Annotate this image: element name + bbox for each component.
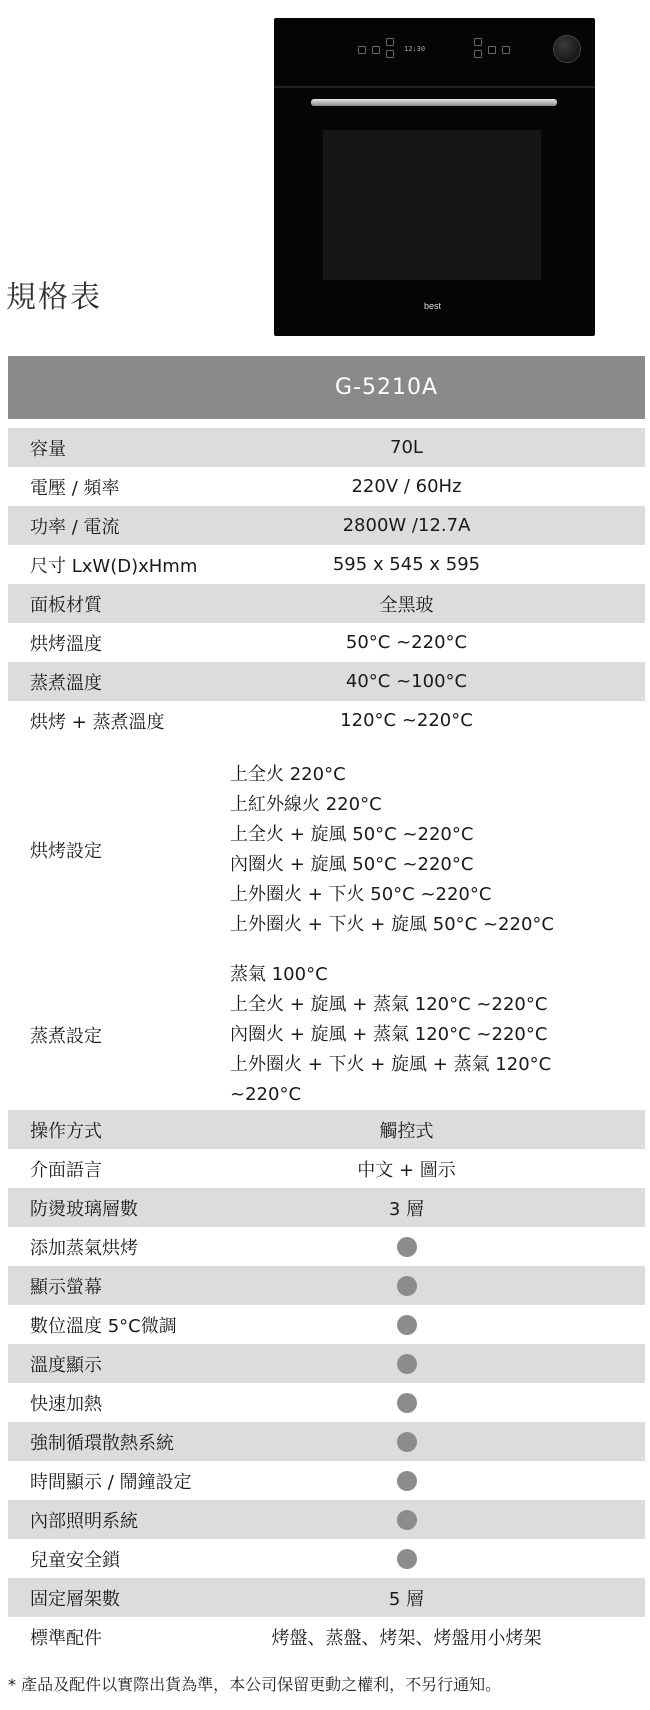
spec-row <box>8 584 645 623</box>
spec-value: 40°C ~100°C <box>345 671 468 692</box>
spec-value: 3 層 <box>388 1198 425 1220</box>
feature-dot <box>218 1470 645 1491</box>
bake-setting-line: 上外圈火 + 下火 + 旋風 50°C ~220°C <box>230 914 554 935</box>
bake-settings-row <box>8 740 645 960</box>
spec-value: 全黑玻 <box>379 594 434 616</box>
bake-settings-values <box>218 760 645 940</box>
bake-setting-line: 上全火 220°C <box>230 764 346 785</box>
spec-row <box>8 1110 645 1149</box>
included-dot-icon <box>397 1432 417 1452</box>
spec-label: 兒童安全鎖 <box>30 1549 120 1571</box>
bake-setting-line: 內圈火 + 旋風 50°C ~220°C <box>230 854 474 875</box>
feature-dot <box>218 1431 645 1452</box>
spec-label: 溫度顯示 <box>30 1354 102 1376</box>
spec-row <box>8 1422 645 1461</box>
steam-setting-line: 上外圈火 + 下火 + 旋風 + 蒸氣 120°C ~220°C <box>230 1054 552 1105</box>
oven-product-image <box>274 18 595 336</box>
steam-setting-line: 內圈火 + 旋風 + 蒸氣 120°C ~220°C <box>230 1024 548 1045</box>
spec-row <box>8 1188 645 1227</box>
oven-knob <box>553 35 581 63</box>
steam-settings-label: 蒸煮設定 <box>30 1026 102 1047</box>
spec-label: 蒸煮溫度 <box>30 672 102 694</box>
spec-row <box>8 623 645 662</box>
steam-setting-line: 上全火 + 旋風 + 蒸氣 120°C ~220°C <box>230 994 548 1015</box>
spec-row <box>8 1500 645 1539</box>
oven-window <box>323 130 541 280</box>
spec-label: 快速加熱 <box>30 1393 102 1415</box>
spec-value: 中文 + 圖示 <box>357 1159 456 1181</box>
spec-label: 固定層架數 <box>30 1588 120 1610</box>
spec-label: 數位溫度 5°C微調 <box>30 1315 177 1337</box>
spec-row <box>8 1461 645 1500</box>
spec-value: 2800W /12.7A <box>342 515 471 536</box>
spec-label: 操作方式 <box>30 1120 102 1142</box>
bake-setting-line: 上外圈火 + 下火 50°C ~220°C <box>230 884 492 905</box>
bake-setting-line: 上全火 + 旋風 50°C ~220°C <box>230 824 474 845</box>
spec-label: 添加蒸氣烘烤 <box>30 1237 138 1259</box>
spec-row <box>8 1617 645 1656</box>
spec-row <box>8 1149 645 1188</box>
spec-label: 烘烤 + 蒸煮溫度 <box>30 711 165 733</box>
feature-dot <box>218 1236 645 1257</box>
feature-dot <box>218 1509 645 1530</box>
oven-control-panel <box>274 18 595 88</box>
spec-row <box>8 662 645 701</box>
spec-row <box>8 428 645 467</box>
feature-dot <box>218 1353 645 1374</box>
spec-label: 容量 <box>30 438 66 460</box>
spec-label: 介面語言 <box>30 1159 102 1181</box>
spec-label: 顯示螢幕 <box>30 1276 102 1298</box>
spec-row <box>8 1266 645 1305</box>
footnote: * 產品及配件以實際出貨為準，本公司保留更動之權利，不另行通知。 <box>8 1675 502 1694</box>
spec-label: 時間顯示 / 鬧鐘設定 <box>30 1471 192 1493</box>
included-dot-icon <box>397 1549 417 1569</box>
spec-row <box>8 506 645 545</box>
spec-row <box>8 545 645 584</box>
spec-value: 50°C ~220°C <box>345 632 468 653</box>
feature-dot <box>218 1392 645 1413</box>
steam-settings-values <box>218 960 645 1110</box>
included-dot-icon <box>397 1315 417 1335</box>
oven-display: 12:30 <box>404 45 426 53</box>
steam-setting-line: 蒸氣 100°C <box>230 964 328 985</box>
spec-value: 烤盤、蒸盤、烤架、烤盤用小烤架 <box>271 1627 542 1649</box>
included-dot-icon <box>397 1354 417 1374</box>
spec-label: 標準配件 <box>30 1627 102 1649</box>
spec-label: 防燙玻璃層數 <box>30 1198 138 1220</box>
bake-settings-label: 烘烤設定 <box>30 841 102 862</box>
spec-row <box>8 1227 645 1266</box>
spec-row <box>8 1344 645 1383</box>
included-dot-icon <box>397 1276 417 1296</box>
included-dot-icon <box>397 1393 417 1413</box>
spec-label: 尺寸 LxW(D)xHmm <box>30 555 198 577</box>
spec-label: 強制循環散熱系統 <box>30 1432 174 1454</box>
spec-row <box>8 1383 645 1422</box>
spec-row <box>8 1305 645 1344</box>
spec-value: 220V / 60Hz <box>351 476 462 497</box>
spec-value: 觸控式 <box>379 1120 434 1142</box>
spec-value: 595 x 545 x 595 <box>332 554 481 575</box>
spec-row <box>8 1578 645 1617</box>
feature-dot <box>218 1314 645 1335</box>
spec-label: 內部照明系統 <box>30 1510 138 1532</box>
steam-settings-row <box>8 960 645 1110</box>
bake-setting-line: 上紅外線火 220°C <box>230 794 382 815</box>
spec-value: 70L <box>390 437 423 458</box>
brand-logo: best <box>424 301 442 311</box>
spec-value: 120°C ~220°C <box>340 710 473 731</box>
feature-dot <box>218 1275 645 1296</box>
spec-row <box>8 1539 645 1578</box>
spec-label: 電壓 / 頻率 <box>30 477 120 499</box>
spec-value: 5 層 <box>388 1588 425 1610</box>
feature-dot <box>218 1548 645 1569</box>
spec-table <box>8 356 645 1656</box>
spec-row <box>8 701 645 740</box>
spec-label: 功率 / 電流 <box>30 516 120 538</box>
oven-handle <box>311 99 557 106</box>
page-title: 規格表 <box>6 280 102 315</box>
spec-row <box>8 467 645 506</box>
spec-label: 面板材質 <box>30 594 102 616</box>
spec-label: 烘烤溫度 <box>30 633 102 655</box>
model-header: G-5210A <box>8 356 645 419</box>
included-dot-icon <box>397 1237 417 1257</box>
included-dot-icon <box>397 1471 417 1491</box>
included-dot-icon <box>397 1510 417 1530</box>
